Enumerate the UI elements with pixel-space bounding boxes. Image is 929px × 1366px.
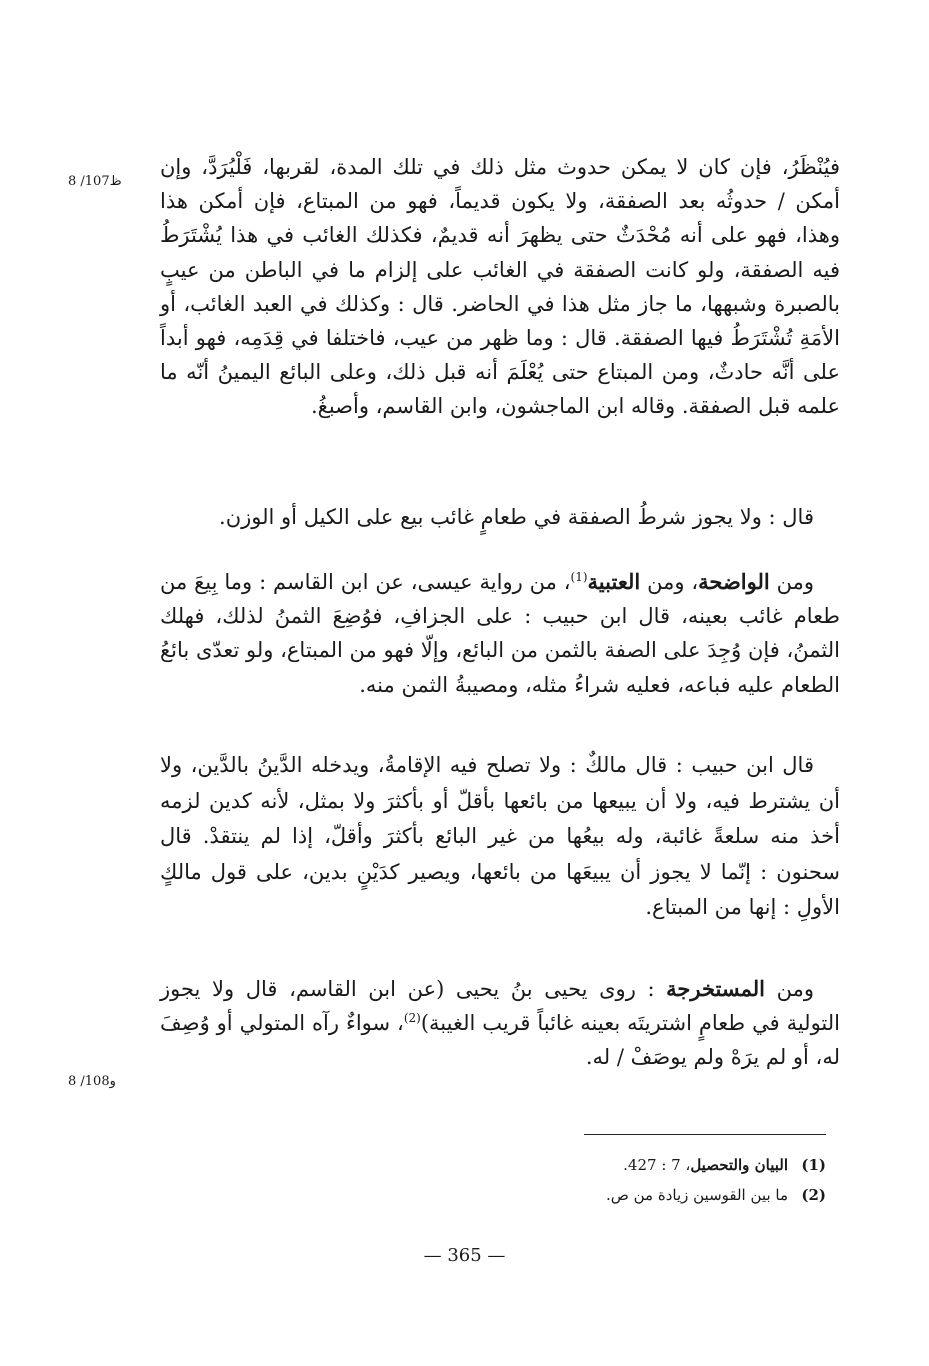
footnote-2 [460, 1180, 826, 1210]
paragraph-2 [160, 500, 840, 534]
source-title-mustakhraja: المستخرجة [666, 976, 765, 1001]
footnotes [460, 1150, 826, 1210]
paragraph-5-rest-b: ، سواءٌ رآه المتولي أو وُصِفَ له، أو لم يرَهْ ولم يوصَفْ / له. [160, 1011, 840, 1069]
paragraph-3-rest: ، من رواية عيسى، عن ابن القاسم : وما بِيعَ من طعام غائب بعينه، قال ابن حبيب : على الجزافِ، فوُضِعَ الثمنُ لذلك، فهلك الثمنُ، فإن وُجِدَ على الصفة بالثمن من البائع، وإلّا فهو من المبتاع، ولو تعدّى بائعُ الطعام عليه فباعه، فعليه شراءُ مثله، ومصيبةُ الثمن منه. [160, 570, 840, 697]
paragraph-5 [160, 972, 840, 1074]
paragraph-4 [160, 748, 840, 926]
footnote-separator [584, 1134, 826, 1135]
paragraph-3-join: ، ومن [640, 570, 699, 594]
footnote-number: (1) [801, 1156, 826, 1174]
paragraph-5-rest-a: : روى يحيى بنُ يحيى (عن ابن القاسم، قال ولا يجوز التولية في طعامٍ اشتريتَه بعينه غائباً قريب الغيبة) [160, 977, 840, 1035]
footnote-source-title: البيان والتحصيل [690, 1156, 788, 1174]
folio-marker-107: 8 /107ظ [68, 174, 122, 189]
paragraph-5-text [160, 972, 840, 1074]
paragraph-4-text: قال ابن حبيب : قال مالكٌ : ولا تصلح فيه الإقامةُ، ويدخله الدَّينُ بالدَّين، ولا أن يشترط فيه، ولا أن يبيعها من بائعها بأقلّ أو بأكثرَ ولا بمثل، لأنه كدين لزمه أخذ منه سلعةً غائبة، وله بيعُها من غير البائع بأكثرَ وأقلّ، إذا لم ينتقدْ. قال سحنون : إنّما لا يجوز أن يبيعَها من بائعها، ويصير كدَيْنٍ بدين، على قول مالكٍ الأولِ : إنها من المبتاع. [160, 753, 840, 920]
page-number: — 365 — [423, 1245, 506, 1266]
footnote-number: (2) [801, 1186, 826, 1204]
footnote-text-rest: ما بين القوسين زيادة من ص. [605, 1186, 788, 1204]
folio-marker-108: 8 /108و [68, 1074, 116, 1089]
footnote-text [606, 1180, 788, 1210]
paragraph-5-lead: ومن [765, 977, 814, 1001]
paragraph-3-lead: ومن [769, 570, 814, 594]
footnote-text [623, 1150, 788, 1180]
source-title-wadiha: الواضحة [698, 569, 770, 594]
source-title-utbiyya: العتبية [587, 569, 641, 594]
paragraph-3-text [160, 565, 840, 702]
paragraph-2-text: قال : ولا يجوز شرطُ الصفقة في طعامٍ غائب بيع على الكيل أو الوزن. [219, 505, 814, 529]
paragraph-3 [160, 565, 840, 702]
footnote-ref-2: (2) [403, 1011, 421, 1025]
footnote-text-rest: ، 7 : 427. [623, 1156, 691, 1174]
footnote-1 [460, 1150, 826, 1180]
paragraph-1 [160, 150, 840, 424]
footnote-ref-1: (1) [570, 570, 588, 584]
paragraph-1-text: فيُنْظَرُ، فإن كان لا يمكن حدوث مثل ذلك في تلك المدة، لقربها، فَلْيُرَدَّ، وإن أمكن / حدوثُه بعد الصفقة، ولا يكون قديماً، فهو من المبتاع، فإن أمكن هذا وهذا، فهو على أنه مُحْدَثٌ حتى يظهرَ أنه قديمٌ، فكذلك الغائب في هذا يُشْتَرَطُ فيه الصفقة، ولو كانت الصفقة في الغائب على إلزام ما في الباطن من عيبٍ بالصبرة وشبهها، ما جاز مثل هذا في الحاضر. قال : وكذلك في العبد الغائب، أو الأمَةِ تُشْتَرَطُ فيها الصفقة. قال : وما ظهر من عيب، فاختلفا في قِدَمِه، فهو أبداً على أنَّه حادثٌ، ومن المبتاع حتى يُعْلَمَ أنه قبل ذلك، وعلى البائع اليمينُ أنّه ما علمه قبل الصفقة. وقاله ابن الماجشون، وابن القاسم، وأصبغُ. [160, 155, 840, 419]
